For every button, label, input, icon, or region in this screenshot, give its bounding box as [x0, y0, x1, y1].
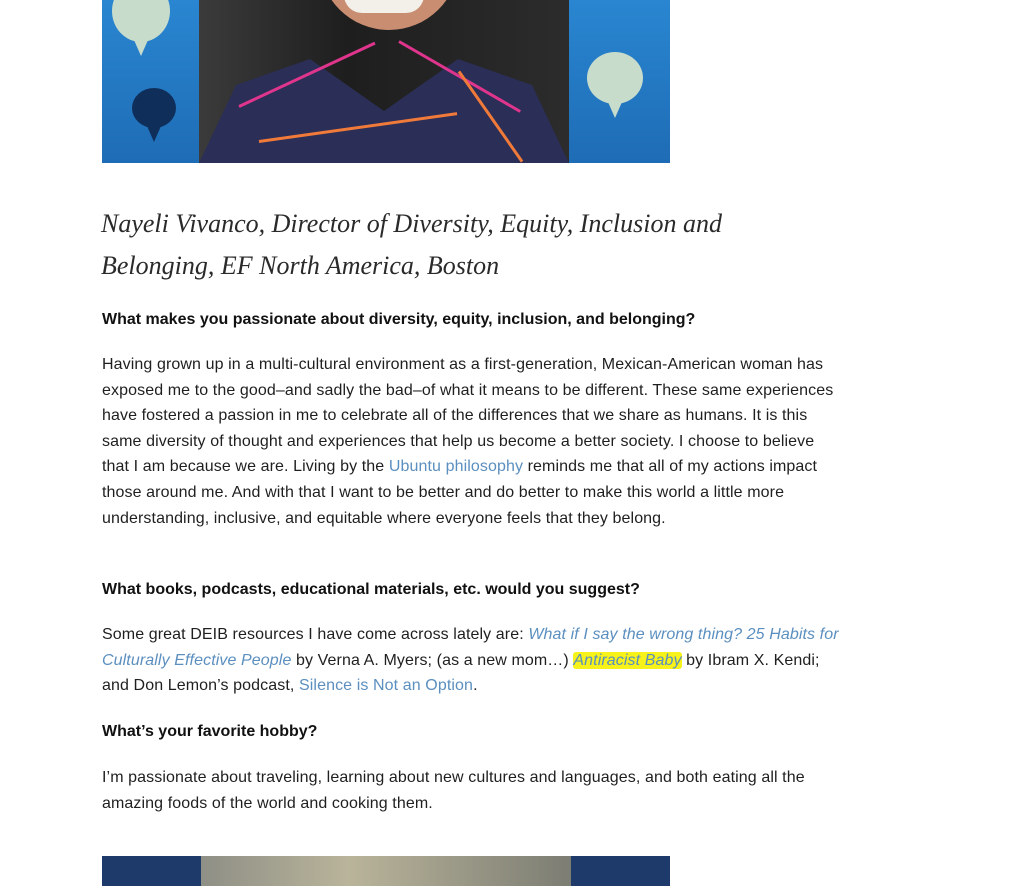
- next-photo: [102, 856, 670, 886]
- photo-caption: Nayeli Vivanco, Director of Diversity, Equity, Inclusion and Belonging, EF North America, Boston: [101, 209, 722, 280]
- speech-bubble-icon: [587, 52, 643, 104]
- answer-paragraph: Having grown up in a multi-cultural environment as a first-generation, Mexican-American woman has exposed me to the good–and sadly the bad–of what it means to be different. These same experiences have fostered a passion in me to celebrate all of the differences that we share as humans. It is this same diversity of thought and experiences that help us become a better society. I choose to believe that I am because we are. Living by the Ubuntu philosophy reminds me that all of my actions impact those around me. And with that I want to be better and do better to make this world a little more understanding, inclusive, and equitable where everyone feels that they belong.: [102, 356, 834, 527]
- photo-center: [199, 0, 569, 163]
- question-heading: What’s your favorite hobby?: [102, 723, 318, 740]
- photo-smile: [344, 0, 424, 13]
- podcast-link[interactable]: Silence is Not an Option: [299, 677, 474, 695]
- question-heading: What books, podcasts, educational materials, etc. would you suggest?: [102, 581, 640, 598]
- answer-paragraph: I’m passionate about traveling, learning about new cultures and languages, and both eating all the amazing foods of the world and cooking them.: [102, 769, 805, 812]
- photo-center: [201, 856, 571, 886]
- book-link[interactable]: What if I say the wrong thing? 25 Habits for Culturally Effective People: [102, 626, 839, 669]
- ubuntu-philosophy-link[interactable]: Ubuntu philosophy: [388, 458, 524, 476]
- antiracist-baby-link[interactable]: Antiracist Baby: [573, 651, 682, 669]
- question-heading: What makes you passionate about diversity, equity, inclusion, and belonging?: [102, 311, 696, 328]
- speech-bubble-icon: [132, 88, 176, 128]
- answer-paragraph: Some great DEIB resources I have come across lately are: What if I say the wrong thing? 25 Habits for Culturally Effective People by Verna A. Myers; (as a new mom…) Antiracist Baby by Ibram X. Kendi; and Don Lemon’s podcast, Silence is Not an Option.: [102, 626, 839, 695]
- portrait-photo: [102, 0, 670, 163]
